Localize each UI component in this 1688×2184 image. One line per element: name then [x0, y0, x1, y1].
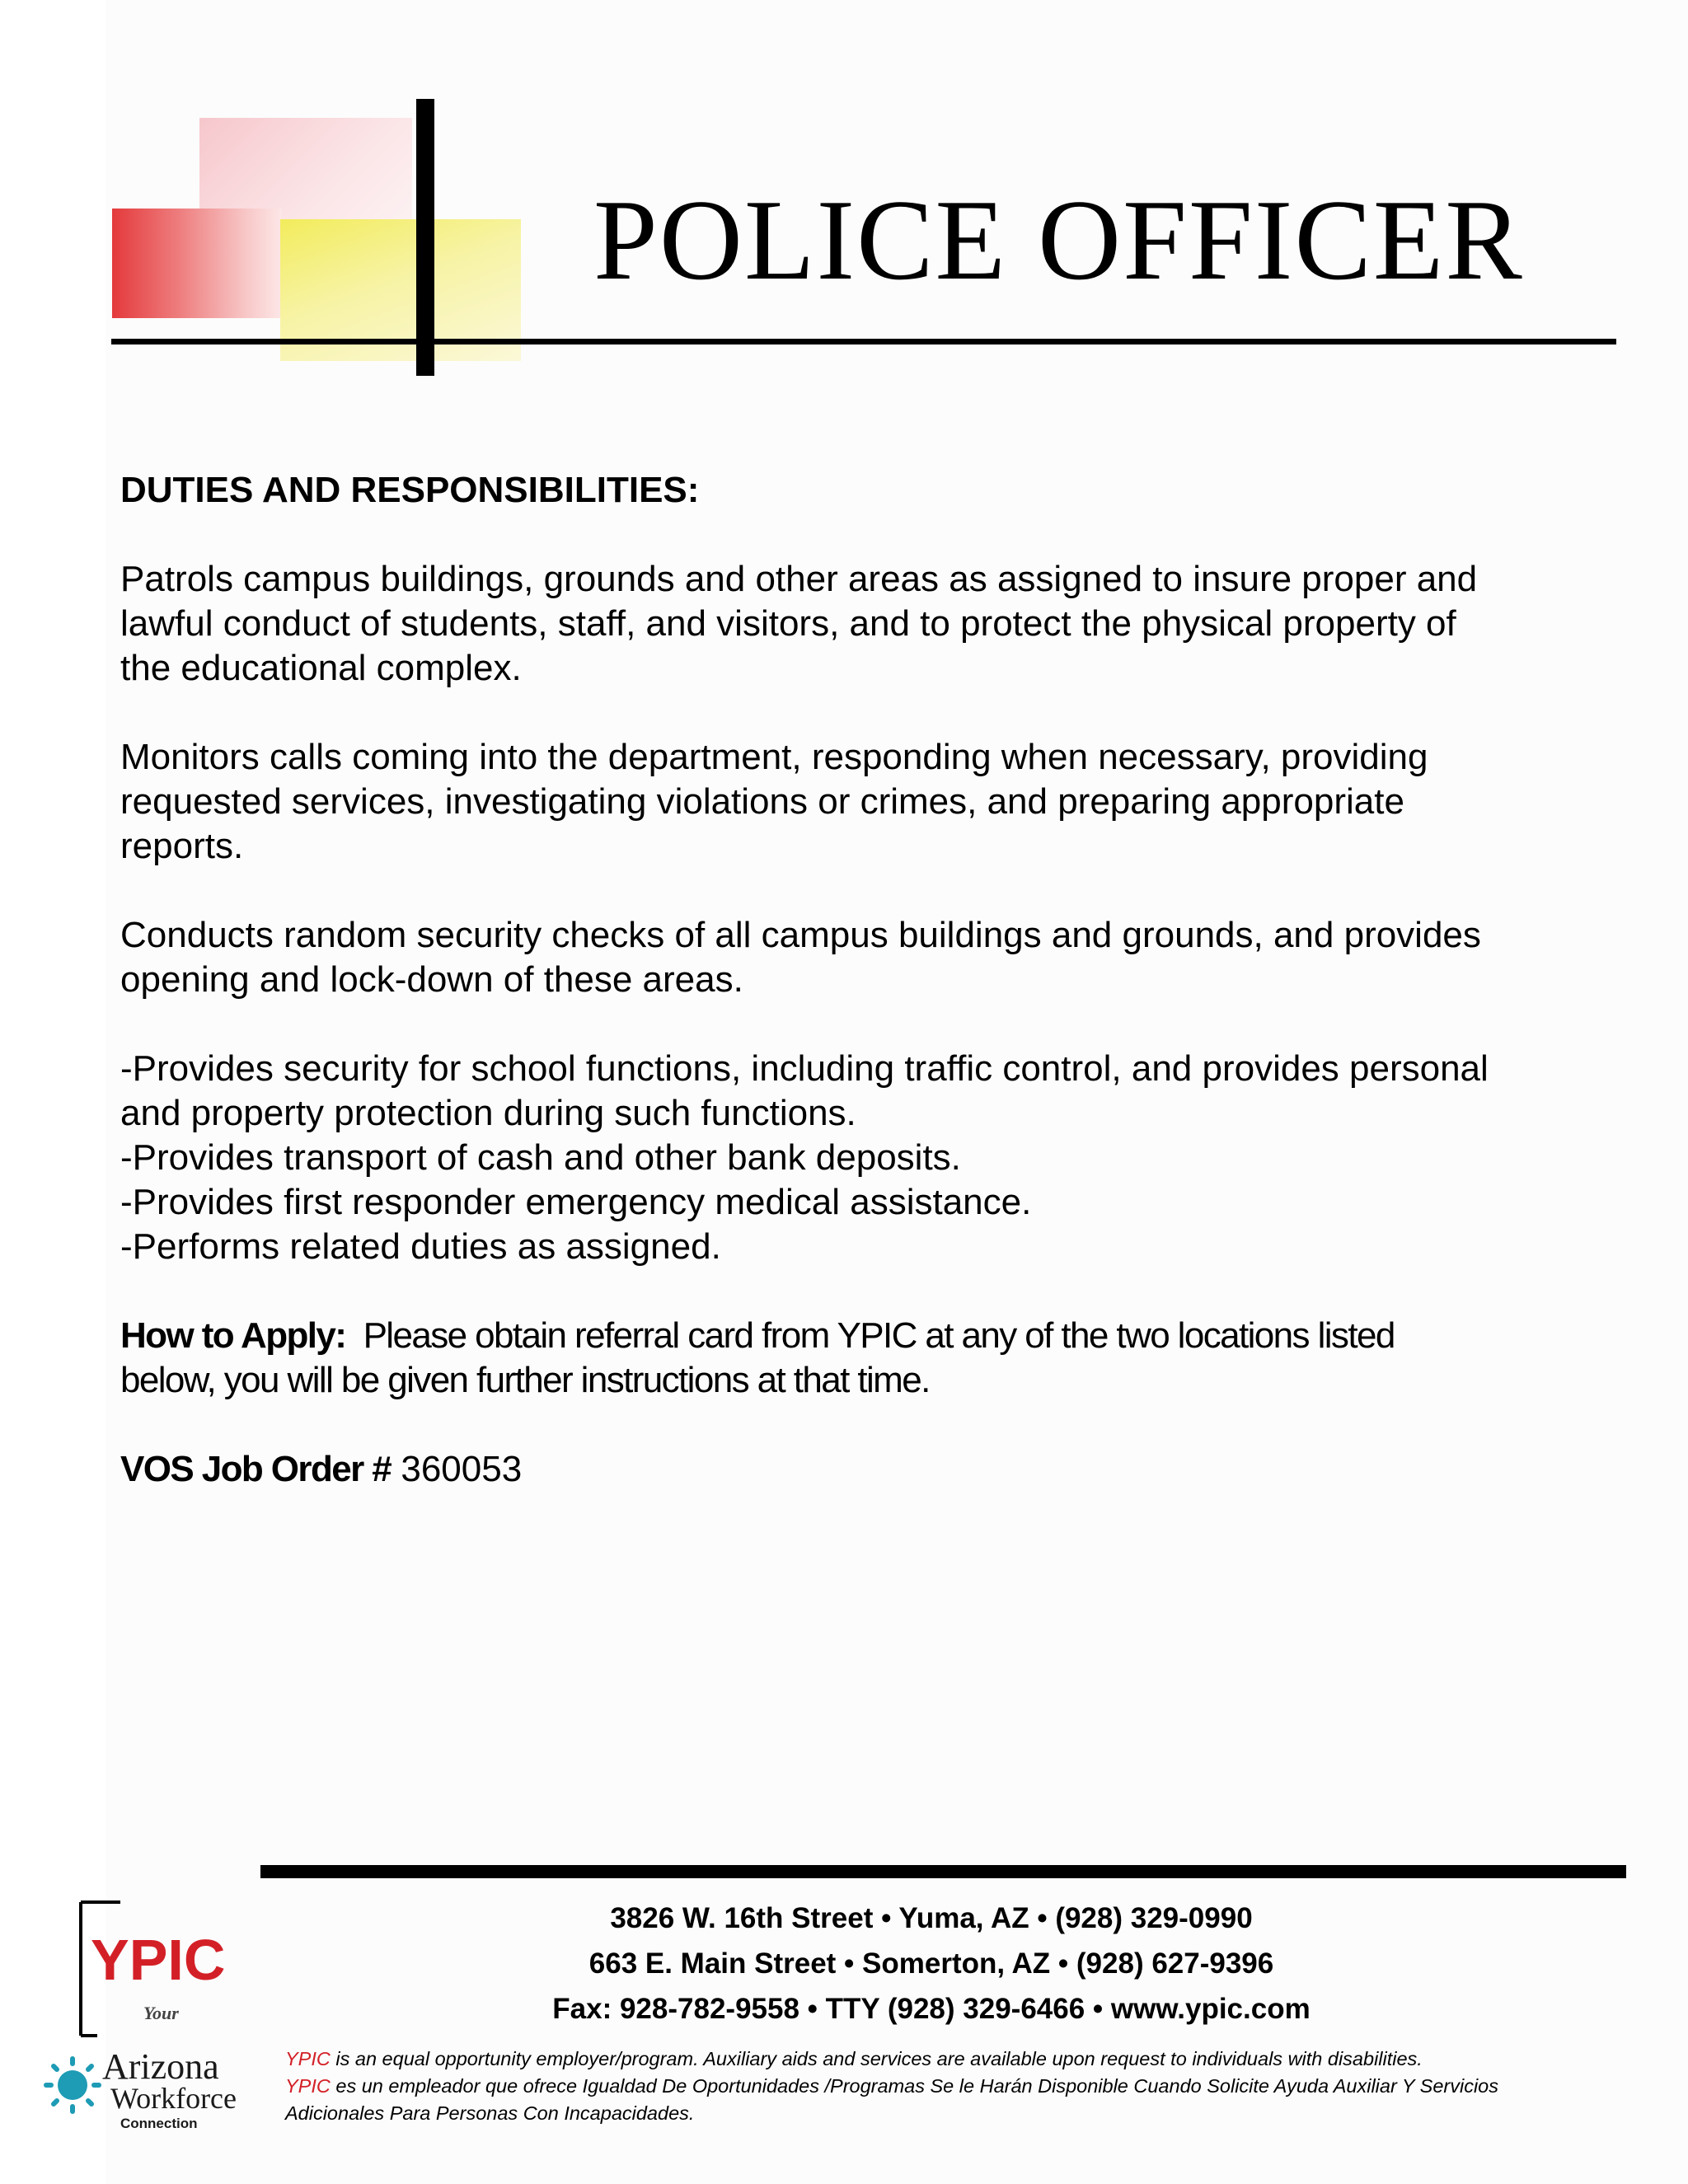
how-to-apply-section: [120, 1314, 1620, 1403]
header-horizontal-rule: [111, 339, 1616, 344]
duty-paragraph-security-checks: [120, 913, 1620, 1002]
decorative-red-square: [112, 209, 282, 318]
logo-connection-text: Connection: [120, 2116, 198, 2131]
bullet-line: and property protection during such functions.: [120, 1093, 856, 1133]
logo-arizona-text: Arizona: [102, 2046, 219, 2087]
footer-horizontal-rule: [260, 1865, 1626, 1878]
logo-workforce-text: Workforce: [110, 2082, 237, 2115]
paragraph-line: Monitors calls coming into the department, responding when necessary, providing: [120, 737, 1428, 777]
disclaimer-brand: YPIC: [285, 2048, 331, 2069]
job-order-line: [120, 1447, 1620, 1492]
paragraph-line: lawful conduct of students, staff, and visitors, and to protect the physical property of: [120, 603, 1456, 644]
ypic-logo: [38, 1887, 260, 2143]
duty-bullet-list: [120, 1047, 1620, 1269]
apply-label: How to Apply:: [120, 1315, 346, 1356]
apply-line: [120, 1314, 1620, 1358]
disclaimer-brand: YPIC: [285, 2075, 331, 2097]
sun-icon: [46, 2059, 99, 2111]
disclaimer-spanish: [285, 2073, 1637, 2100]
job-order-label: VOS Job Order #: [120, 1449, 392, 1489]
apply-line: below, you will be given further instructions at that time.: [120, 1360, 930, 1400]
bullet-line: -Provides security for school functions, including traffic control, and provides personal: [120, 1048, 1489, 1089]
bullet-line: -Performs related duties as assigned.: [120, 1226, 721, 1267]
disclaimer-english: [285, 2046, 1637, 2073]
page-title: POLICE OFFICER: [593, 176, 1524, 304]
paragraph-line: requested services, investigating violations or crimes, and preparing appropriate: [120, 781, 1404, 822]
disclaimer-spanish-text: es un empleador que ofrece Igualdad De Oportunidades /Programas Se le Harán Disponible Cuando Solicite Ayuda Auxiliar Y Servicios: [335, 2075, 1498, 2097]
paragraph-line: Conducts random security checks of all campus buildings and grounds, and provides: [120, 915, 1481, 955]
disclaimer: [285, 2046, 1637, 2127]
disclaimer-english-text: is an equal opportunity employer/program. Auxiliary aids and services are available upon request to individuals with disabilities.: [335, 2048, 1423, 2069]
duties-heading: DUTIES AND RESPONSIBILITIES:: [120, 470, 700, 510]
paragraph-line: opening and lock-down of these areas.: [120, 959, 743, 1000]
footer-contact: [412, 1896, 1451, 2032]
paragraph-line: reports.: [120, 826, 244, 866]
paragraph-line: the educational complex.: [120, 648, 522, 688]
job-description: [120, 468, 1620, 1492]
ypic-logo-graphic: [38, 1887, 260, 2143]
address-yuma: 3826 W. 16th Street • Yuma, AZ • (928) 329-0990: [610, 1902, 1253, 1934]
bullet-line: -Provides transport of cash and other bank deposits.: [120, 1137, 961, 1178]
disclaimer-spanish-cont: Adicionales Para Personas Con Incapacidades.: [285, 2102, 695, 2124]
bullet-line: -Provides first responder emergency medical assistance.: [120, 1182, 1032, 1222]
apply-text: Please obtain referral card from YPIC at any of the two locations listed: [363, 1315, 1395, 1356]
logo-brand-text: YPIC: [91, 1928, 226, 1992]
duty-paragraph-monitors: [120, 735, 1620, 869]
header-vertical-rule: [416, 99, 434, 376]
logo-tagline: Your: [143, 2003, 179, 2023]
duty-paragraph-patrols: [120, 557, 1620, 691]
paragraph-line: Patrols campus buildings, grounds and other areas as assigned to insure proper and: [120, 559, 1478, 599]
contact-line: Fax: 928-782-9558 • TTY (928) 329-6466 • www.ypic.com: [552, 1993, 1311, 2025]
address-somerton: 663 E. Main Street • Somerton, AZ • (928) 627-9396: [588, 1947, 1274, 1980]
job-order-number: 360053: [401, 1449, 523, 1489]
